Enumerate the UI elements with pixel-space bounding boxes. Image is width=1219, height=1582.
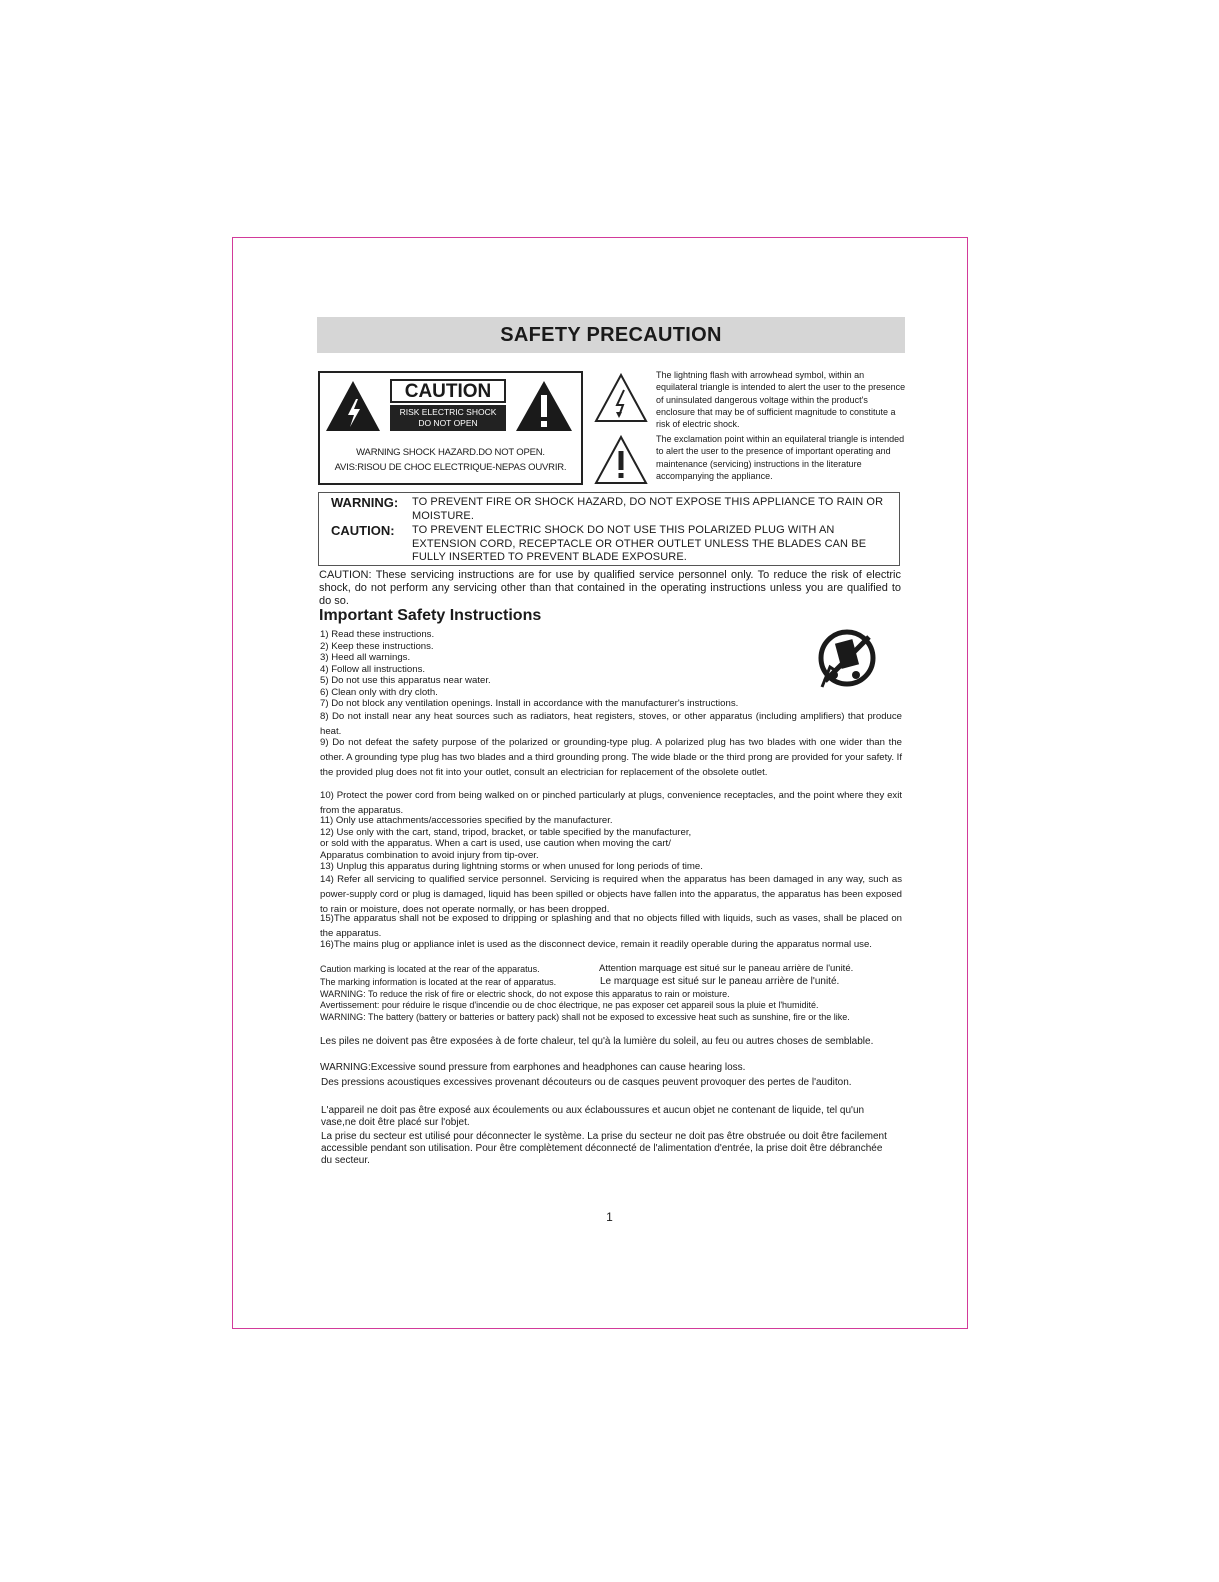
caution-label: CAUTION: (331, 523, 395, 538)
avertissement-note: Avertissement: pour réduire le risque d'incendie ou de choc électrique, ne pas exposer cet appareil sous la pluie et l'humidité. (320, 1000, 819, 1010)
instruction-10: 10) Protect the power cord from being walked on or pinched particularly at plugs, convenience receptacles, and the point where they exit from the apparatus. (320, 790, 902, 816)
instruction-2: 2) Keep these instructions. (320, 640, 434, 652)
exclamation-outline-icon (594, 434, 648, 486)
appareil-note: L'appareil ne doit pas être exposé aux écoulements ou aux éclaboussures et aucun objet ne contenant de liquide, tel qu'un vase,ne doit être placé sur l'objet. (321, 1105, 865, 1128)
caution-label-box (318, 371, 583, 485)
info-note-fr: Le marquage est situé sur le paneau arrière de l'unité. (600, 976, 840, 987)
caution-sub-line2: DO NOT OPEN (418, 418, 478, 428)
instruction-8: 8) Do not install near any heat sources such as radiators, heat registers, stoves, or other apparatus (including amplifiers) that produce heat. (320, 711, 902, 737)
instruction-3: 3) Heed all warnings. (320, 652, 411, 663)
warning-box (318, 492, 900, 566)
instruction-12c: Apparatus combination to avoid injury from tip-over. (320, 849, 539, 861)
instruction-4: 4) Follow all instructions. (320, 663, 426, 675)
warning-text: TO PREVENT FIRE OR SHOCK HAZARD, DO NOT EXPOSE THIS APPLIANCE TO RAIN OR MOISTURE. (412, 496, 884, 522)
pressions-note: Des pressions acoustiques excessives provenant découteurs ou de casques peuvent provoquer des pertes de l'auditon. (321, 1077, 852, 1088)
caution-subtext (390, 405, 506, 431)
lightning-explanation: The lightning flash with arrowhead symbol, within an equilateral triangle is intended to alert the user to the presence of uninsulated dangerous voltage within the product's enclosure that may be of sufficient magnitude to constitute a risk of electric shock. (656, 370, 906, 430)
caution-word: CAUTION (390, 379, 506, 403)
page-number: 1 (606, 1210, 613, 1224)
prise-note: La prise du secteur est utilisé pour déconnecter le système. La prise du secteur ne doit pas être obstruée ou doit être facilement accessible pendant son utilisation. Pour être complètement déconnecté de l'alimentation d'entrée, la prise doit être débranchée du secteur. (321, 1131, 887, 1166)
instruction-12a: 12) Use only with the cart, stand, tripod, bracket, or table specified by the manufacturer, (320, 826, 692, 838)
exclamation-explanation: The exclamation point within an equilateral triangle is intended to alert the user to the presence of important operating and maintenance (servicing) instructions in the literature accompanying the appliance. (656, 434, 905, 481)
lightning-outline-icon (594, 372, 648, 424)
servicing-note: CAUTION: These servicing instructions are for use by qualified service personnel only. To reduce the risk of electric shock, do not perform any servicing other than that contained in the operating instructions unless you are qualified to do so. (319, 569, 901, 607)
warning-fire-note: WARNING: To reduce the risk of fire or electric shock, do not expose this apparatus to rain or moisture. (320, 989, 730, 999)
exclamation-triangle-icon (514, 379, 574, 433)
caution-sub-line1: RISK ELECTRIC SHOCK (399, 407, 497, 417)
instruction-14: 14) Refer all servicing to qualified service personnel. Servicing is required when the apparatus has been damaged in any way, such as power-supply cord or plug is damaged, liquid has been spilled or objects have fallen into the apparatus, the apparatus has been exposed to rain or moisture, does not operate normally, or has been dropped. (320, 874, 902, 915)
instruction-9: 9) Do not defeat the safety purpose of the polarized or grounding-type plug. A polarized plug has two blades with one wider than the other. A grounding type plug has two blades and a third grounding prong. The wide blade or the third prong are provided for your safety. If the provided plug does not fit into your outlet, consult an electrician for replacement of the obsolete outlet. (320, 737, 902, 778)
instruction-1: 1) Read these instructions. (320, 629, 435, 640)
caution-warning-en: WARNING SHOCK HAZARD.DO NOT OPEN. (356, 447, 545, 458)
warning-label: WARNING: (331, 495, 399, 510)
page-title: SAFETY PRECAUTION (317, 317, 905, 353)
instruction-11: 11) Only use attachments/accessories specified by the manufacturer. (320, 815, 613, 826)
instruction-12b: or sold with the apparatus. When a cart is used, use caution when moving the cart/ (320, 838, 671, 849)
instruction-15: 15)The apparatus shall not be exposed to dripping or splashing and that no objects filled with liquids, such as vases, shall be placed on the apparatus. (320, 913, 902, 939)
instruction-7: 7) Do not block any ventilation openings. Install in accordance with the manufacturer's instructions. (320, 698, 739, 709)
caution-badge (390, 379, 506, 431)
warning-battery-note: WARNING: The battery (battery or batteries or battery pack) shall not be exposed to excessive heat such as sunshine, fire or the like. (320, 1012, 850, 1022)
warning-sound-note: WARNING:Excessive sound pressure from earphones and headphones can cause hearing loss. (320, 1062, 746, 1073)
info-note-en: The marking information is located at the rear of apparatus. (320, 977, 557, 987)
instructions-title: Important Safety Instructions (319, 607, 542, 624)
piles-note: Les piles ne doivent pas être exposées à de forte chaleur, tel qu'à la lumière du soleil, au feu ou autres choses de semblable. (320, 1036, 874, 1047)
marking-note-en: Caution marking is located at the rear of the apparatus. (320, 964, 540, 974)
marking-note-fr: Attention marquage est situé sur le paneau arrière de l'unité. (599, 963, 854, 974)
lightning-triangle-icon (324, 379, 382, 433)
caution-warning-fr: AVIS:RISOU DE CHOC ELECTRIQUE-NEPAS OUVRIR. (334, 462, 567, 473)
instruction-16: 16)The mains plug or appliance inlet is used as the disconnect device, remain it readily operable during the apparatus normal use. (320, 939, 872, 950)
instruction-13: 13) Unplug this apparatus during lightning storms or when unused for long periods of time. (320, 861, 703, 872)
caution-text: TO PREVENT ELECTRIC SHOCK DO NOT USE THIS POLARIZED PLUG WITH AN EXTENSION CORD, RECEPTACLE OR OTHER OUTLET UNLESS THE BLADES CAN BE FULLY INSERTED TO PREVENT BLADE EXPOSURE. (412, 524, 867, 563)
instruction-6: 6) Clean only with dry cloth. (320, 686, 438, 698)
instruction-5: 5) Do not use this apparatus near water. (320, 675, 491, 686)
